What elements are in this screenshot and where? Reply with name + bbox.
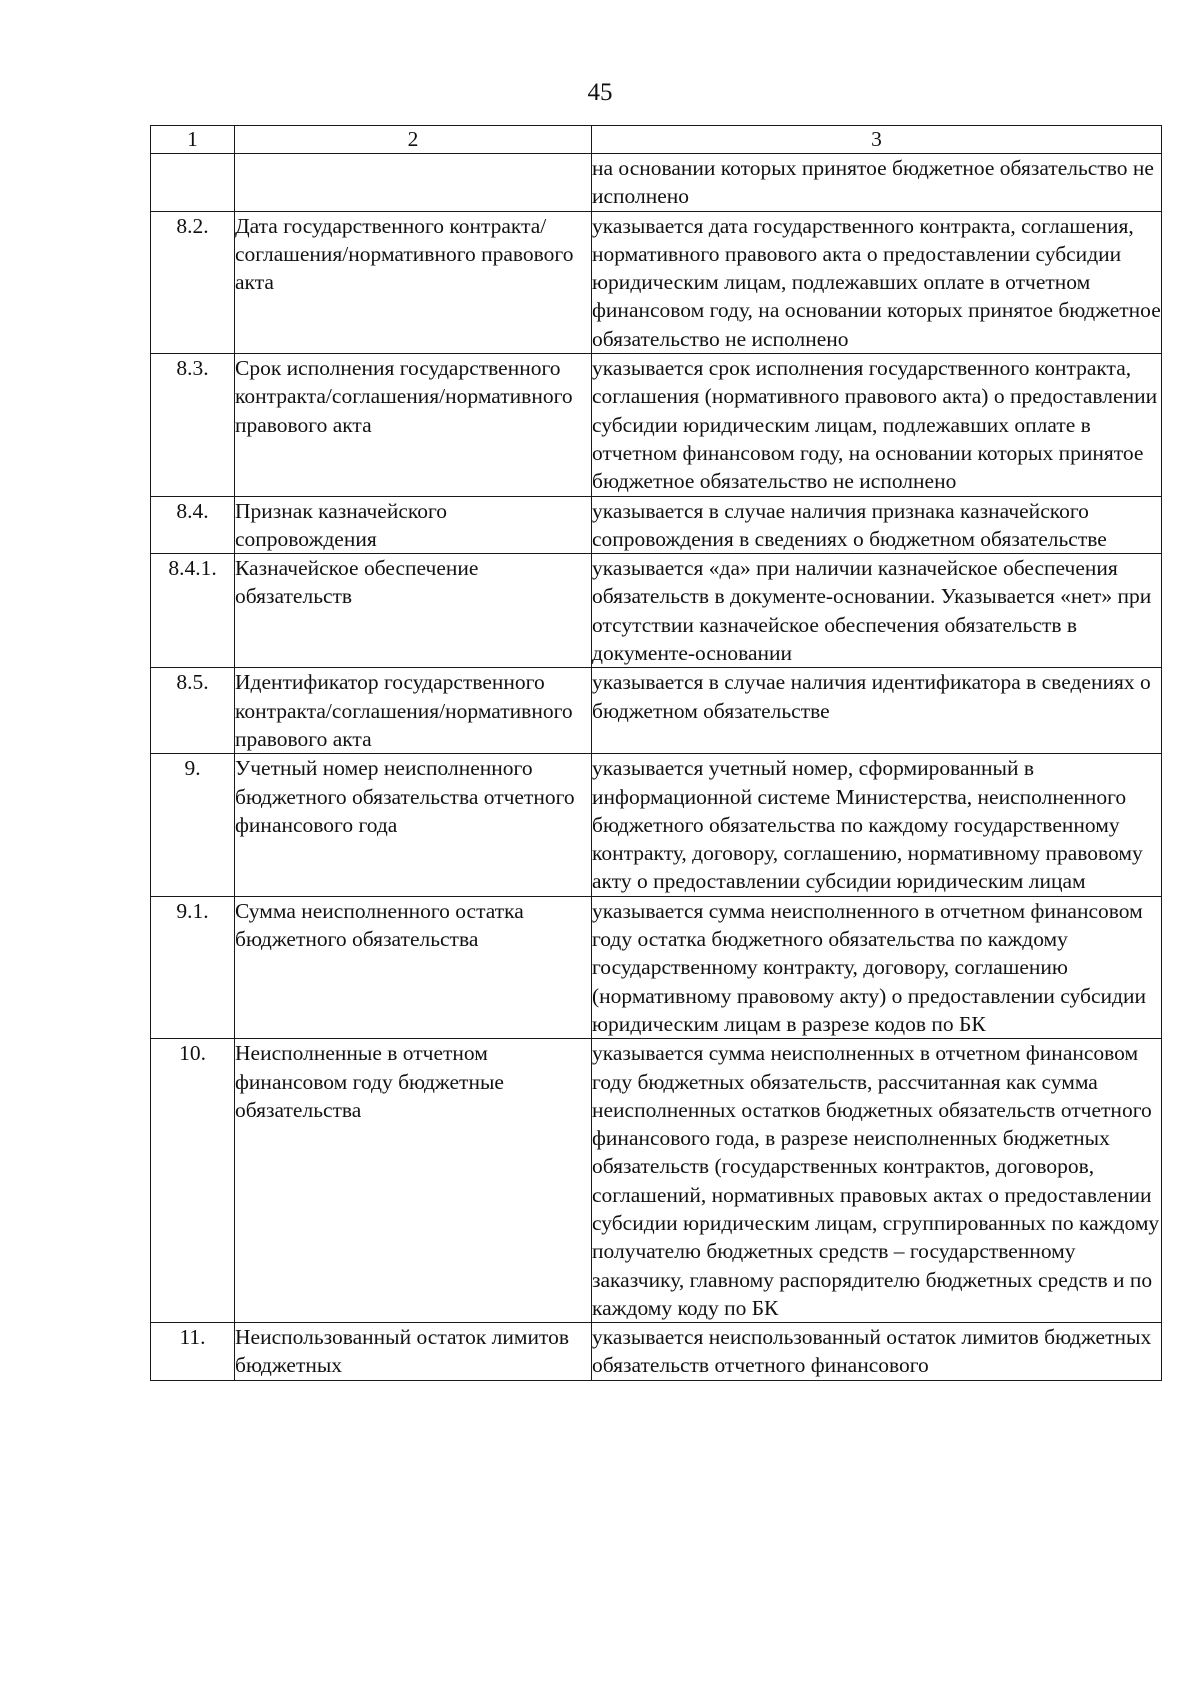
table-row (151, 1039, 1162, 1323)
column-header-name: 2 (235, 126, 592, 154)
row-description: указывается сумма неисполненных в отчетном финансовом году бюджетных обязательств, рассчитанная как сумма неисполненных остатков бюджетных обязательств отчетного финансового года, в разрезе неисполненных бюджетных обязательств (государственных контрактов, договоров, соглашений, нормативных правовых актах о предоставлении субсидии юридическим лицам, сгруппированных по каждому получателю бюджетных средств – государственному заказчику, главному распорядителю бюджетных средств и по каждому коду по БК (592, 1039, 1162, 1323)
row-name: Казначейское обеспечение обязательств (235, 554, 592, 668)
table-row (151, 154, 1162, 212)
row-number (151, 154, 235, 212)
table-row (151, 554, 1162, 668)
table-row (151, 496, 1162, 554)
row-number: 8.3. (151, 354, 235, 496)
row-description: указывается неиспользованный остаток лимитов бюджетных обязательств отчетного финансового (592, 1323, 1162, 1381)
table-row (151, 1323, 1162, 1381)
row-description: указывается сумма неисполненного в отчетном финансовом году остатка бюджетного обязательства по каждому государственному контракту, договору, соглашению (нормативному правовому акту) о предоставлении субсидии юридическим лицам в разрезе кодов по БК (592, 896, 1162, 1038)
table-row (151, 754, 1162, 896)
row-name: Идентификатор государственного контракта/соглашения/нормативного правового акта (235, 668, 592, 754)
row-number: 8.4.1. (151, 554, 235, 668)
row-number: 9. (151, 754, 235, 896)
row-description: указывается в случае наличия признака казначейского сопровождения в сведениях о бюджетном обязательстве (592, 496, 1162, 554)
row-description: указывается «да» при наличии казначейское обеспечения обязательств в документе-основании. Указывается «нет» при отсутствии казначейское обеспечения обязательств в документе-основании (592, 554, 1162, 668)
row-number: 8.2. (151, 211, 235, 353)
row-number: 8.4. (151, 496, 235, 554)
row-number: 9.1. (151, 896, 235, 1038)
row-description: указывается срок исполнения государственного контракта, соглашения (нормативного правового акта) о предоставлении субсидии юридическим лицам, подлежавших оплате в отчетном финансовом году, на основании которых принятое бюджетное обязательство не исполнено (592, 354, 1162, 496)
row-number: 8.5. (151, 668, 235, 754)
row-name: Учетный номер неисполненного бюджетного обязательства отчетного финансового года (235, 754, 592, 896)
table-header-row (151, 126, 1162, 154)
row-description: указывается дата государственного контракта, соглашения, нормативного правового акта о предоставлении субсидии юридическим лицам, подлежавших оплате в отчетном финансовом году, на основании которых принятое бюджетное обязательство не исполнено (592, 211, 1162, 353)
row-name: Срок исполнения государственного контракта/соглашения/нормативного правового акта (235, 354, 592, 496)
column-header-description: 3 (592, 126, 1162, 154)
row-name: Неисполненные в отчетном финансовом году бюджетные обязательства (235, 1039, 592, 1323)
table-row (151, 211, 1162, 353)
page-number: 45 (587, 79, 613, 106)
row-name: Неиспользованный остаток лимитов бюджетных (235, 1323, 592, 1381)
row-description: на основании которых принятое бюджетное обязательство не исполнено (592, 154, 1162, 212)
column-header-number: 1 (151, 126, 235, 154)
row-description: указывается в случае наличия идентификатора в сведениях о бюджетном обязательстве (592, 668, 1162, 754)
row-number: 10. (151, 1039, 235, 1323)
row-description: указывается учетный номер, сформированный в информационной системе Министерства, неисполненного бюджетного обязательства по каждому государственному контракту, договору, соглашению, нормативному правовому акту о предоставлении субсидии юридическим лицам (592, 754, 1162, 896)
table-row (151, 354, 1162, 496)
row-number: 11. (151, 1323, 235, 1381)
table-row (151, 896, 1162, 1038)
row-name (235, 154, 592, 212)
row-name: Признак казначейского сопровождения (235, 496, 592, 554)
row-name: Сумма неисполненного остатка бюджетного обязательства (235, 896, 592, 1038)
table-row (151, 668, 1162, 754)
document-table (150, 125, 1162, 1381)
row-name: Дата государственного контракта/ соглашения/нормативного правового акта (235, 211, 592, 353)
